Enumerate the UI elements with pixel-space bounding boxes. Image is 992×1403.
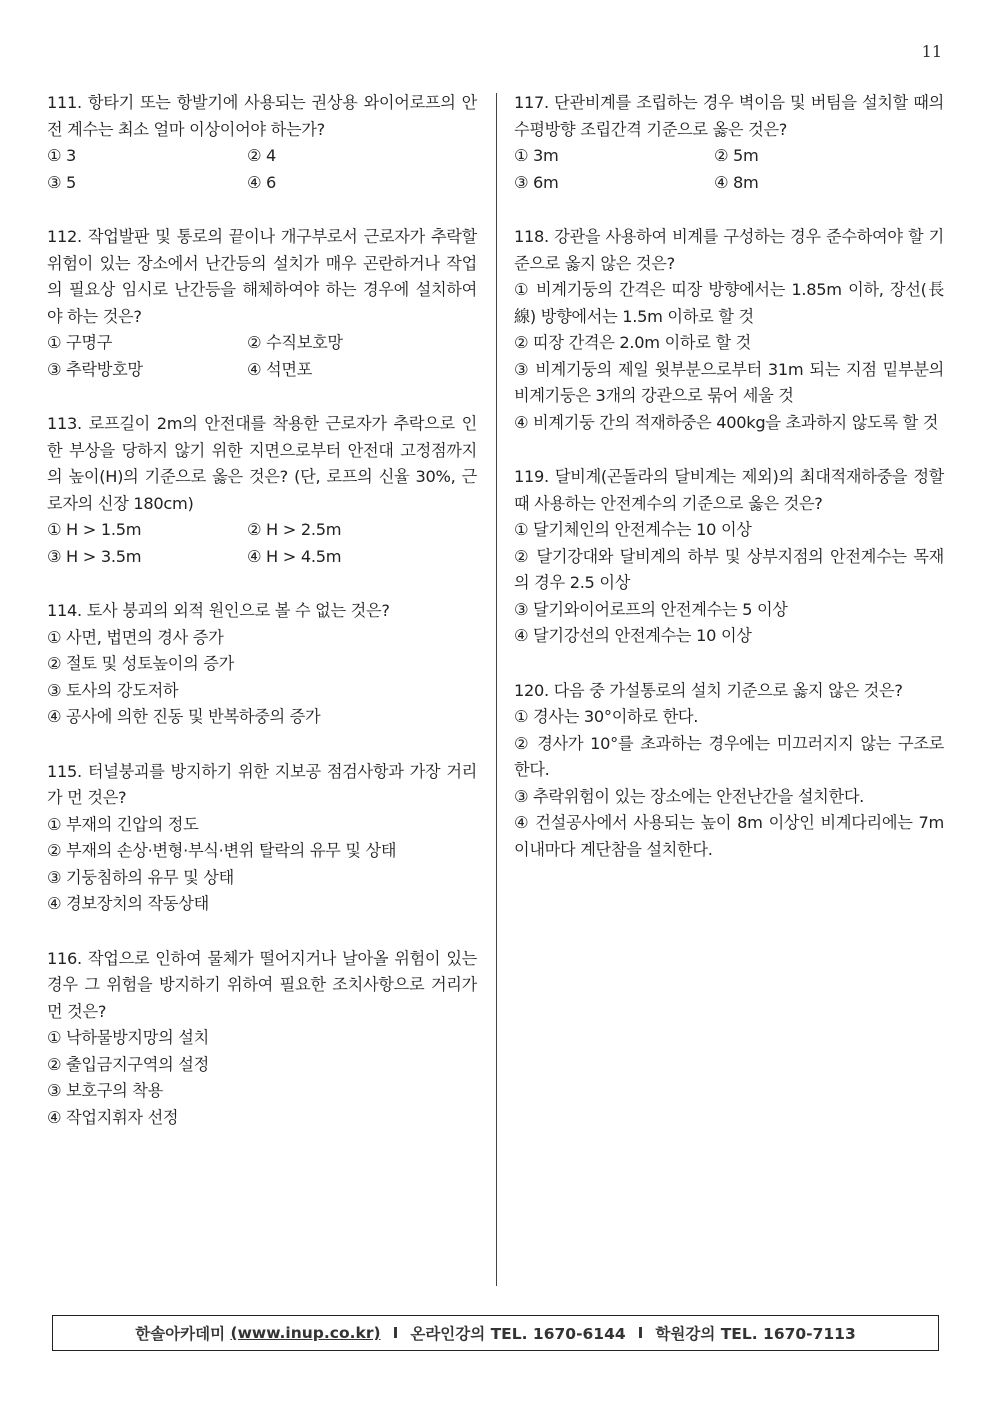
- answer-option: ① 사면, 법면의 경사 증가: [47, 627, 224, 647]
- page-number: 11: [921, 42, 942, 61]
- question-text: 118. 강관을 사용하여 비계를 구성하는 경우 준수하여야 할 기준으로 옳지 않은 것은?: [514, 227, 944, 273]
- answer-option: ② 출입금지구역의 설정: [47, 1054, 209, 1074]
- footer-separator: I: [392, 1324, 399, 1342]
- answer-option: ④ 경보장치의 작동상태: [47, 894, 209, 913]
- answer-option: ④ 비계기둥 간의 적재하중은 400kg을 초과하지 않도록 할 것: [514, 412, 939, 432]
- answer-option: ① 3: [47, 146, 77, 165]
- footer-bar: [52, 1315, 939, 1351]
- question-block: [514, 224, 944, 436]
- question-text: 117. 단관비계를 조립하는 경우 벽이음 및 버팀을 설치할 때의 수평방향 조립간격 기준으로 옳은 것은?: [514, 93, 944, 139]
- answer-option: ③ 6m: [514, 172, 559, 192]
- question-text: 119. 달비계(곤돌라의 달비계는 제외)의 최대적재하중을 정할 때 사용하는 안전계수의 기준으로 옳은 것은?: [514, 467, 944, 513]
- answer-option: ③ 달기와이어로프의 안전계수는 5 이상: [514, 599, 788, 619]
- answer-option: ④ 달기강선의 안전계수는 10 이상: [514, 626, 752, 645]
- question-block: [47, 411, 477, 570]
- answer-option: ② 달기강대와 달비계의 하부 및 상부지점의 안전계수는 목재의 경우 2.5 이상: [514, 546, 944, 592]
- question-block: [514, 678, 944, 864]
- answer-option: ④ 건설공사에서 사용되는 높이 8m 이상인 비계다리에는 7m 이내마다 계단참을 설치한다.: [514, 813, 944, 859]
- question-text: 113. 로프길이 2m의 안전대를 착용한 근로자가 추락으로 인한 부상을 당하지 않기 위한 지면으로부터 안전대 고정점까지의 높이(H)의 기준으로 옳은 것은? (단, 로프의 신율 30%, 근로자의 신장 180cm): [47, 414, 477, 513]
- answer-option: ① 부재의 긴압의 정도: [47, 814, 199, 834]
- footer-offline-phone: 학원강의 TEL. 1670-7113: [655, 1325, 856, 1343]
- answer-options: [514, 277, 944, 436]
- answer-option: ③ 5: [47, 172, 77, 192]
- footer-academy: 한솔아카데미: [135, 1325, 226, 1343]
- answer-option: ③ H > 3.5m: [47, 546, 142, 566]
- answer-option: ① 구명구: [47, 333, 113, 352]
- answer-option: ② 절토 및 성토높이의 증가: [47, 654, 234, 673]
- question-text: 116. 작업으로 인하여 물체가 떨어지거나 날아올 위험이 있는 경우 그 위험을 방지하기 위하여 필요한 조치사항으로 거리가 먼 것은?: [47, 948, 477, 1021]
- answer-options: [514, 704, 944, 863]
- question-block: [514, 464, 944, 650]
- answer-option: ① 비계기둥의 간격은 띠장 방향에서는 1.85m 이하, 장선(長線) 방향에서는 1.5m 이하로 할 것: [514, 280, 944, 326]
- question-block: [47, 224, 477, 383]
- answer-option: ② H > 2.5m: [247, 520, 342, 539]
- answer-options: [47, 1025, 477, 1131]
- answer-option: ① 3m: [514, 146, 559, 165]
- answer-option: ② 띠장 간격은 2.0m 이하로 할 것: [514, 333, 751, 352]
- answer-option: ③ 기둥침하의 유무 및 상태: [47, 867, 234, 887]
- answer-option: ② 5m: [714, 146, 759, 165]
- answer-option: ① 낙하물방지망의 설치: [47, 1028, 209, 1047]
- answer-option: ② 수직보호망: [247, 333, 343, 352]
- left-column: [47, 90, 477, 1159]
- answer-option: ③ 보호구의 착용: [47, 1081, 163, 1100]
- question-text: 115. 터널붕괴를 방지하기 위한 지보공 점검사항과 가장 거리가 먼 것은?: [47, 761, 477, 807]
- answer-options: [47, 517, 477, 570]
- answer-option: ④ H > 4.5m: [247, 546, 342, 566]
- answer-option: ② 4: [247, 146, 277, 165]
- answer-option: ② 부재의 손상·변형·부식·변위 탈락의 유무 및 상태: [47, 841, 397, 860]
- footer-online-phone: 온라인강의 TEL. 1670-6144: [410, 1325, 626, 1343]
- right-column: [514, 90, 944, 891]
- answer-options: [47, 143, 477, 196]
- answer-options: [514, 517, 944, 650]
- footer-site-link[interactable]: (www.inup.co.kr): [230, 1324, 381, 1342]
- answer-option: ④ 8m: [714, 172, 759, 192]
- answer-options: [47, 330, 477, 383]
- answer-option: ① 달기체인의 안전계수는 10 이상: [514, 520, 752, 539]
- answer-option: ④ 공사에 의한 진동 및 반복하중의 증가: [47, 707, 321, 726]
- question-text: 111. 항타기 또는 항발기에 사용되는 권상용 와이어로프의 안전 계수는 최소 얼마 이상이어야 하는가?: [47, 93, 477, 139]
- question-block: [514, 90, 944, 196]
- footer-separator: I: [637, 1324, 644, 1342]
- answer-options: [514, 143, 944, 196]
- question-text: 114. 토사 붕괴의 외적 원인으로 볼 수 없는 것은?: [47, 601, 390, 620]
- question-text: 112. 작업발판 및 통로의 끝이나 개구부로서 근로자가 추락할 위험이 있는 장소에서 난간등의 설치가 매우 곤란하거나 작업의 필요상 임시로 난간등을 해체하여야 하는 경우에 설치하여야 하는 것은?: [47, 227, 477, 326]
- answer-option: ③ 추락방호망: [47, 359, 143, 379]
- answer-option: ③ 추락위험이 있는 장소에는 안전난간을 설치한다.: [514, 786, 865, 806]
- question-block: [47, 90, 477, 196]
- answer-options: [47, 625, 477, 731]
- answer-option: ④ 6: [247, 172, 277, 192]
- answer-option: ③ 비계기둥의 제일 윗부분으로부터 31m 되는 지점 밑부분의 비계기둥은 3개의 강관으로 묶어 세울 것: [514, 359, 944, 405]
- answer-option: ④ 작업지휘자 선정: [47, 1107, 179, 1127]
- answer-option: ① 경사는 30°이하로 한다.: [514, 707, 699, 726]
- answer-option: ① H > 1.5m: [47, 520, 142, 539]
- question-text: 120. 다음 중 가설통로의 설치 기준으로 옳지 않은 것은?: [514, 680, 903, 700]
- question-block: [47, 946, 477, 1132]
- answer-option: ③ 토사의 강도저하: [47, 680, 179, 700]
- question-block: [47, 759, 477, 918]
- answer-options: [47, 812, 477, 918]
- column-divider: [496, 93, 497, 1286]
- answer-option: ② 경사가 10°를 초과하는 경우에는 미끄러지지 않는 구조로 한다.: [514, 733, 944, 779]
- answer-option: ④ 석면포: [247, 359, 313, 379]
- question-block: [47, 598, 477, 731]
